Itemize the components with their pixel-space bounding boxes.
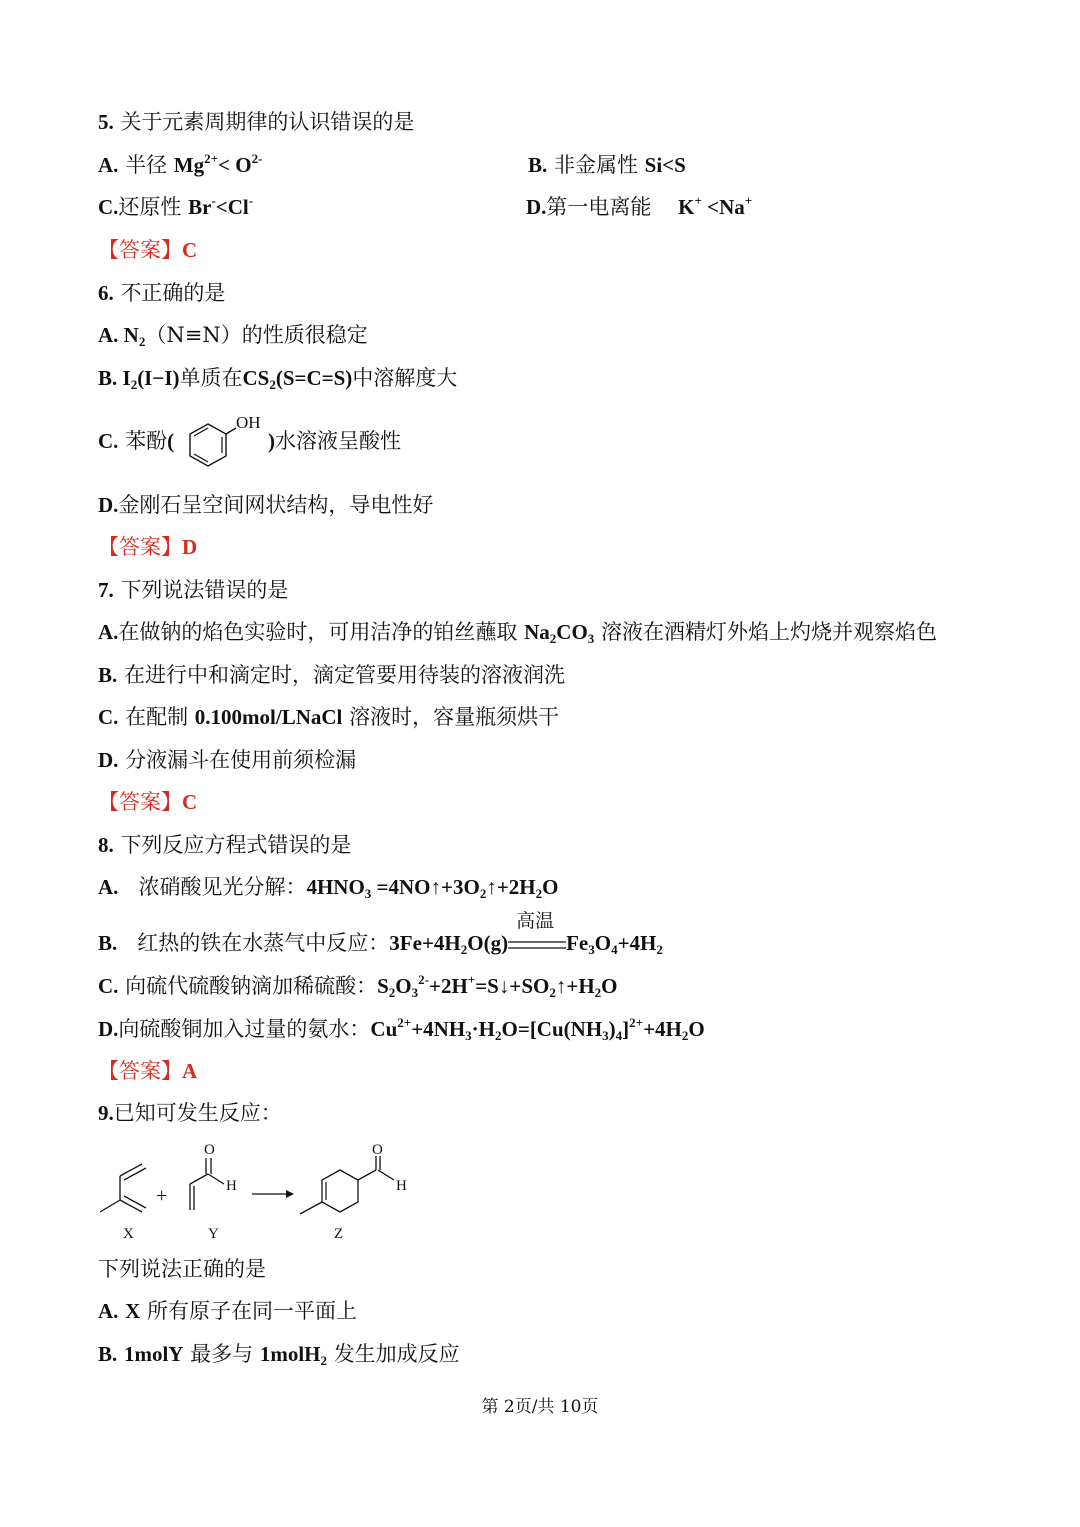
q6-answer: 【答案】D: [98, 535, 198, 559]
page-footer: 第 2页/共 10页: [481, 1397, 599, 1417]
q7-stem: 7. 下列说法错误的是: [98, 578, 289, 602]
q6-stem: 6. 不正确的是: [98, 281, 226, 305]
q6-option-c-rest: )水溶液呈酸性: [268, 429, 401, 453]
label-o: O: [204, 1142, 215, 1158]
phenol-structure: [178, 412, 270, 472]
q5-answer: 【答案】C: [98, 238, 198, 262]
ring-double-bond: [194, 454, 208, 462]
q8-option-c: C. 向硫代硫酸钠滴加稀硫酸：$S_2O_3^{2-}+2H^+=S↓+SO_2↑+H_2O$: [98, 972, 618, 1000]
label-h: H: [396, 1178, 407, 1194]
q5-option-c: C.还原性 Br-<Cl-: [98, 193, 254, 219]
label-y: Y: [208, 1226, 219, 1242]
oh-label: OH: [236, 413, 261, 432]
reaction-scheme: [90, 1134, 430, 1246]
molecule-z: [300, 1142, 407, 1242]
q6-option-c: C. 苯酚(: [98, 429, 175, 453]
oh-bond: [226, 428, 236, 434]
reaction-arrow: [252, 1190, 294, 1198]
q7-option-c: C. 在配制 0.100mol/LNaCl 溶液时，容量瓶须烘干: [98, 705, 560, 729]
q5-option-b: B. 非金属性 Si<S: [528, 153, 686, 177]
q8-answer: 【答案】A: [98, 1059, 198, 1083]
q8-stem: 8. 下列反应方程式错误的是: [98, 833, 352, 857]
q7-answer: 【答案】C: [98, 790, 198, 814]
q5-option-d: D.第一电离能 K+ <Na+: [526, 193, 753, 219]
q8-option-d: D.向硫酸铜加入过量的氨水：$Cu^{2+}+4NH_3\cdot H_2O=[Cu(NH_3)_4]^{2+}+4H_2O$: [98, 1015, 705, 1043]
plus-sign: +: [156, 1185, 168, 1207]
q9-question: 下列说法正确的是: [98, 1257, 266, 1281]
q6-option-a: A. $N_2(N\equiv N)$的性质很稳定: [98, 323, 368, 349]
label-h: H: [226, 1178, 237, 1194]
q9-option-a: A. X 所有原子在同一平面上: [98, 1299, 357, 1323]
q6-option-b: B. $I_2(I-I)$单质在$CS_2(S=C=S)$中溶解度大: [98, 366, 458, 392]
q5-option-a: A. 半径 $Mg^{2+}< O^{2-}$: [98, 151, 263, 177]
high-temp-condition: 高温: [508, 929, 566, 957]
q6-option-d: D.金刚石呈空间网状结构，导电性好: [98, 493, 434, 517]
molecule-y: [190, 1142, 237, 1242]
q5-stem: 5. 关于元素周期律的认识错误的是: [98, 110, 415, 134]
equals-sign: [508, 938, 566, 952]
label-z: Z: [334, 1226, 344, 1242]
q7-option-d: D. 分液漏斗在使用前须检漏: [98, 748, 357, 772]
ring-double-bond: [194, 428, 208, 436]
q7-option-b: B. 在进行中和滴定时，滴定管要用待装的溶液润洗: [98, 663, 565, 687]
label-x: X: [123, 1226, 134, 1242]
q8-option-b: B. 红热的铁在水蒸气中反应：$3Fe+4H_2O(g)$ 高温 $Fe_3O_4+4H_2$: [98, 910, 663, 957]
molecule-x: [100, 1164, 146, 1242]
q9-stem: 9.已知可发生反应：: [98, 1101, 282, 1125]
q8-option-a: A. 浓硝酸见光分解：$4HNO_3$ $=4NO↑+3O_2↑+2H_2O$: [98, 875, 559, 901]
q9-option-b: B. 1molY 最多与 1molH$_2$ 发生加成反应: [98, 1342, 460, 1368]
label-o: O: [372, 1142, 383, 1158]
q7-option-a: A.在做钠的焰色实验时，可用洁净的铂丝蘸取 $Na_2CO_3$ 溶液在酒精灯外焰上灼烧并观察焰色: [98, 620, 937, 646]
benzene-ring: [190, 424, 226, 466]
